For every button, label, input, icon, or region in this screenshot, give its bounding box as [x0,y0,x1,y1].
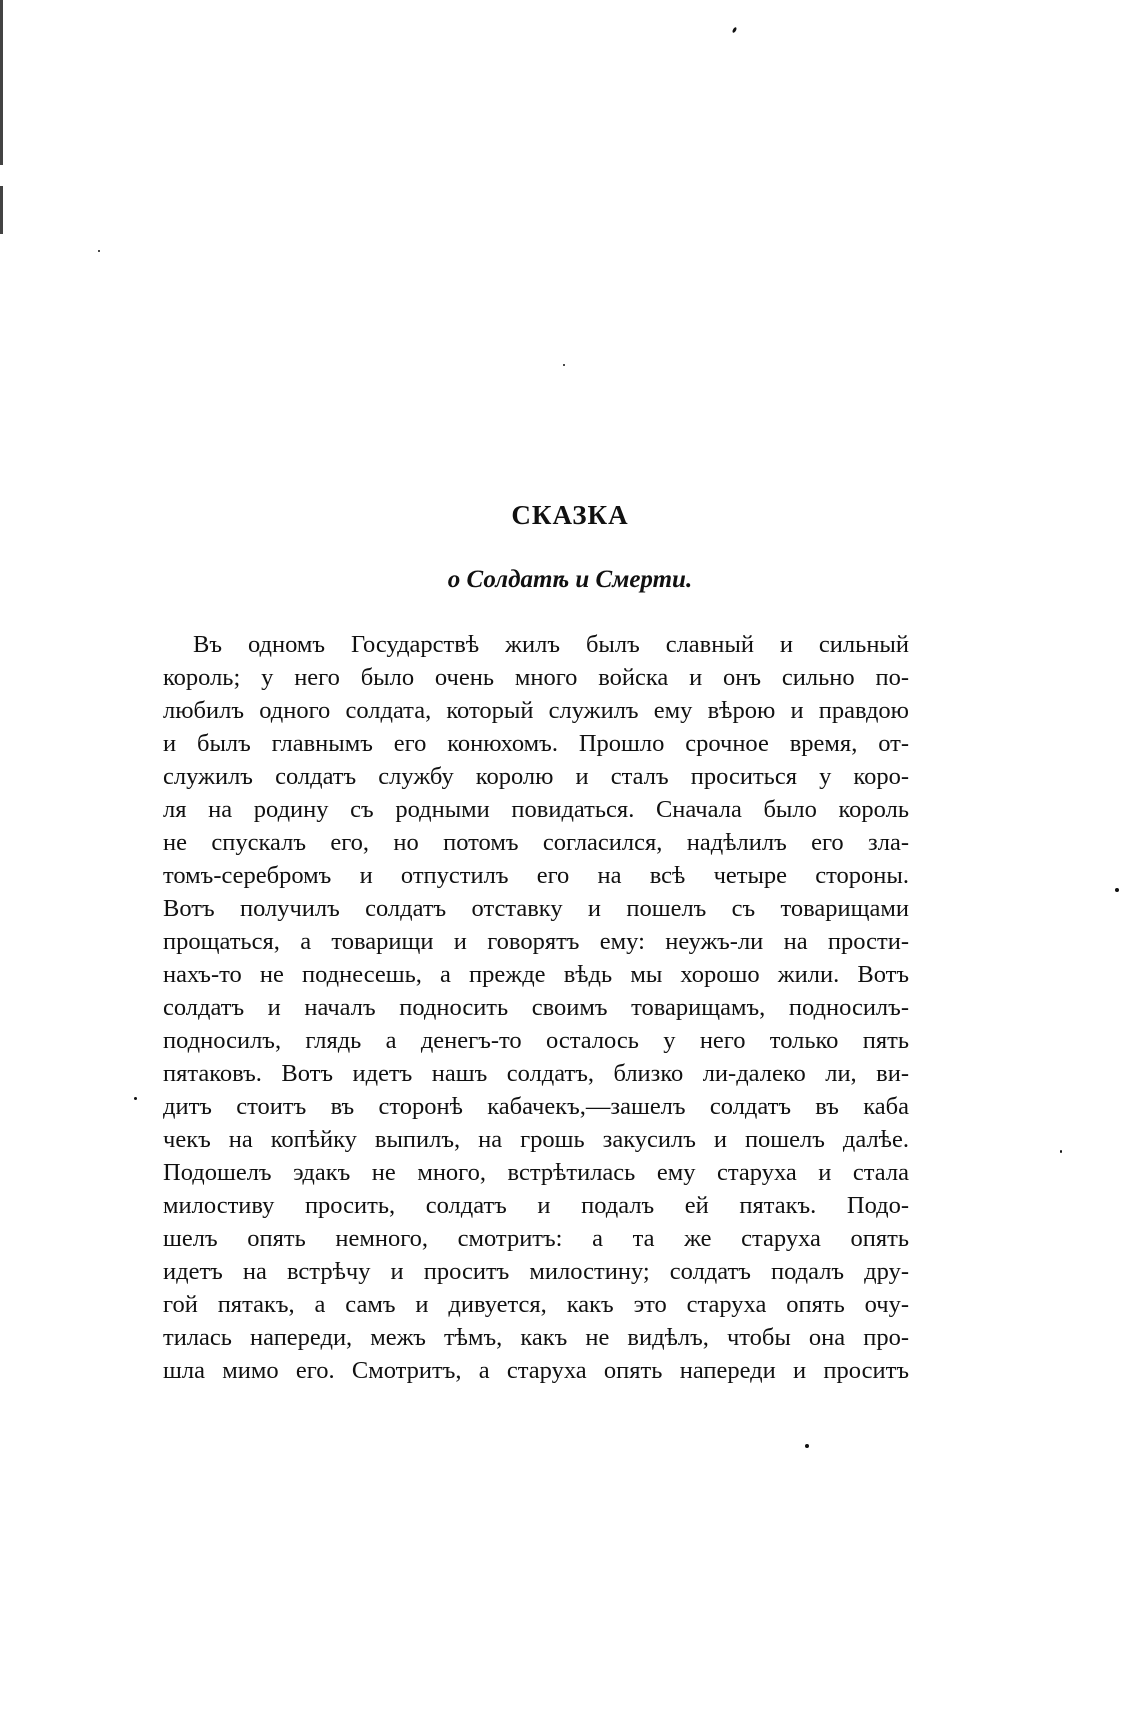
text-line: подносилъ, глядь а денегъ-то осталось у него только пять [163,1027,909,1054]
text-line: тилась напереди, межъ тѣмъ, какъ не видѣлъ, чтобы она про- [163,1324,909,1351]
scan-speck [134,1097,137,1100]
text-line: Вотъ получилъ солдатъ отставку и пошелъ съ товарищами [163,895,909,922]
text-line: служилъ солдатъ службу королю и сталъ проситься у коро- [163,763,909,790]
text-line: нахъ-то не поднесешь, а прежде вѣдь мы хорошо жили. Вотъ [163,961,909,988]
text-line: чекъ на копѣйку выпилъ, на грошь закусилъ и пошелъ далѣе. [163,1126,909,1153]
scan-speck [732,27,738,34]
text-line: пятаковъ. Вотъ идетъ нашъ солдатъ, близко ли-далеко ли, ви- [163,1060,909,1087]
scan-speck [805,1444,809,1448]
text-line: дитъ стоитъ въ сторонѣ кабачекъ,—зашелъ солдатъ въ каба [163,1093,909,1120]
text-line: и былъ главнымъ его конюхомъ. Прошло срочное время, от- [163,730,909,757]
text-line: прощаться, а товарищи и говорятъ ему: неужъ-ли на прости- [163,928,909,955]
text-line: томъ-серебромъ и отпустилъ его на всѣ четыре стороны. [163,862,909,889]
text-line: шла мимо его. Смотритъ, а старуха опять напереди и проситъ [163,1357,909,1384]
scan-edge-shadow [0,0,3,300]
scan-speck [1115,888,1119,892]
story-subtitle: о Солдатѣ и Смерти. [447,566,693,593]
text-line: не спускалъ его, но потомъ согласился, надѣлилъ его зла- [163,829,909,856]
text-line: Подошелъ эдакъ не много, встрѣтилась ему старуха и стала [163,1159,909,1186]
text-line: милостиву просить, солдатъ и подалъ ей пятакъ. Подо- [163,1192,909,1219]
text-line: идетъ на встрѣчу и проситъ милостину; солдатъ подалъ дру- [163,1258,909,1285]
text-line: шелъ опять немного, смотритъ: а та же старуха опять [163,1225,909,1252]
scan-speck [563,364,565,366]
text-line: король; у него было очень много войска и онъ сильно по- [163,664,909,691]
scan-speck [1060,1150,1062,1153]
scan-speck [98,250,100,252]
text-line: любилъ одного солдата, который служилъ ему вѣрою и правдою [163,697,909,724]
text-line: солдатъ и началъ подносить своимъ товарищамъ, подносилъ- [163,994,909,1021]
text-line: Въ одномъ Государствѣ жилъ былъ славный и сильный [193,631,909,658]
text-line: гой пятакъ, а самъ и дивуется, какъ это старуха опять очу- [163,1291,909,1318]
story-title: СКАЗКА [511,500,629,530]
story-text [163,628,909,1387]
text-line: ля на родину съ родными повидаться. Сначала было король [163,796,909,823]
